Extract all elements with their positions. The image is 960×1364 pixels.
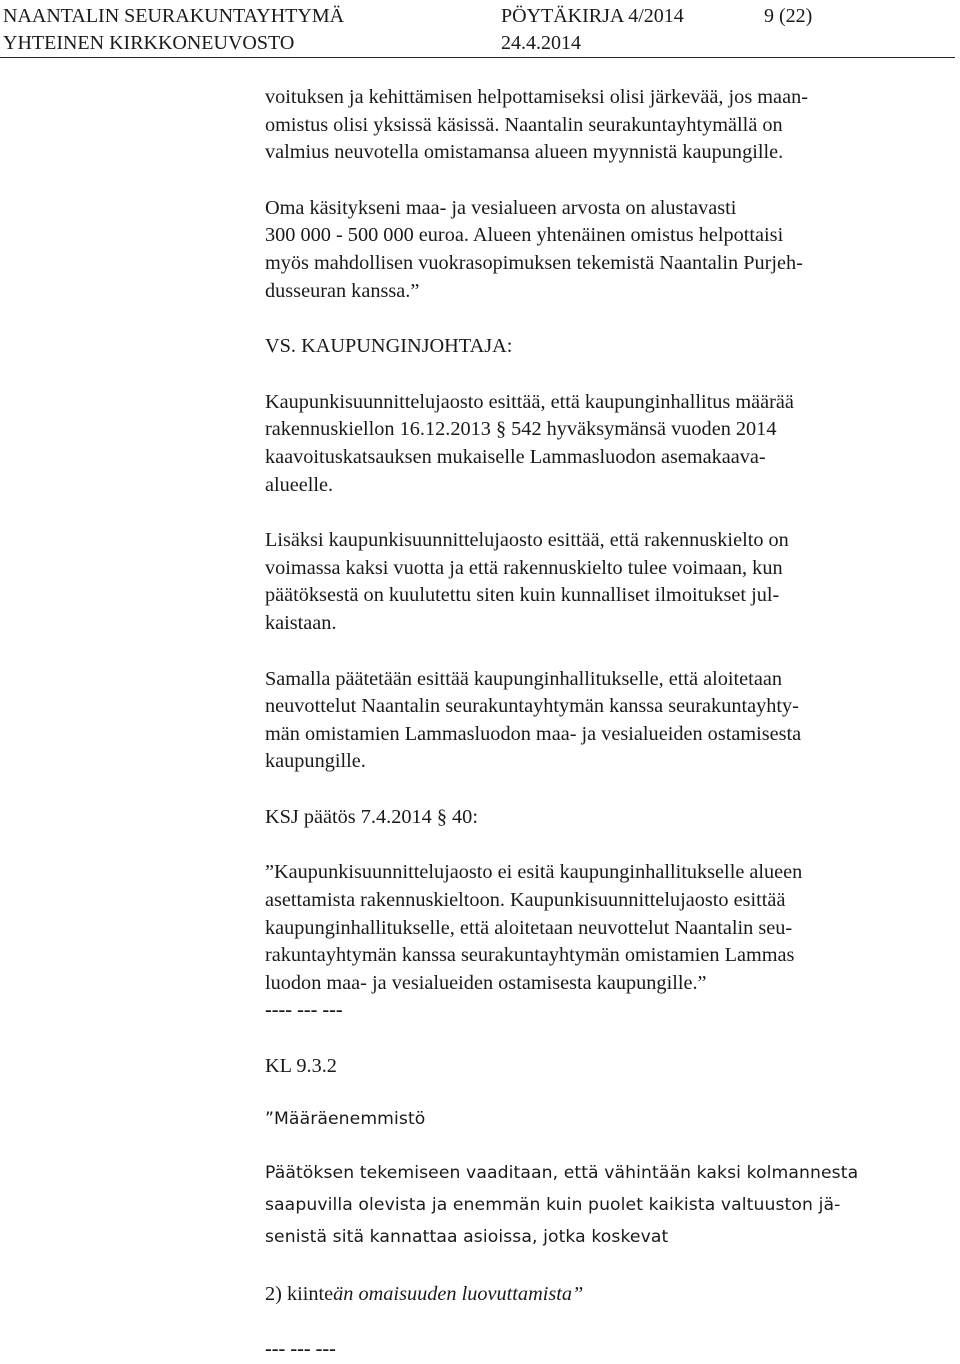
paragraph-law-text: [265, 1157, 925, 1253]
text-line: rakuntayhtymän kanssa seurakuntayhtymän omistamien Lammas: [265, 944, 795, 967]
paragraph-negotiations: [265, 666, 925, 776]
separator-line: ---- --- ---: [265, 999, 343, 1022]
paragraph-building-ban: [265, 527, 925, 637]
text-line: Kaupunkisuunnittelujaosto esittää, että kaupunginhallitus määrää: [265, 390, 794, 413]
text-line: voimassa kaksi vuotta ja että rakennuskielto tulee voimaan, kun: [265, 556, 783, 579]
header-organization: NAANTALIN SEURAKUNTAYHTYMÄ: [3, 5, 345, 27]
law-quote-heading: ”Määräenemmistö: [265, 1108, 426, 1129]
section-heading: VS. KAUPUNGINJOHTAJA:: [265, 335, 513, 358]
paragraph-proposal: [265, 389, 925, 499]
header-divider: [0, 57, 955, 58]
text-line: senistä sitä kannattaa asioissa, jotka koskevat: [265, 1226, 669, 1247]
text-line: päätöksestä on kuulutettu siten kuin kunnalliset ilmoitukset jul-: [265, 584, 780, 607]
header-date: 24.4.2014: [501, 32, 581, 54]
text-line: Samalla päätetään esittää kaupunginhallitukselle, että aloitetaan: [265, 667, 782, 690]
law-item-prefix: 2) kiinte: [265, 1282, 334, 1305]
text-line: saapuvilla olevista ja enemmän kuin puolet kaikista valtuuston jä-: [265, 1194, 841, 1215]
page-header: [0, 0, 960, 62]
text-line: män omistamien Lammasluodon maa- ja vesialueiden ostamisesta: [265, 722, 802, 745]
document-body: [265, 84, 925, 1364]
text-line: rakennuskiellon 16.12.2013 § 542 hyväksymänsä vuoden 2014: [265, 418, 777, 441]
paragraph-land-value: [265, 195, 925, 305]
paragraph-continuation: [265, 84, 925, 167]
text-line: valmius neuvotella omistamansa alueen myynnistä kaupungille.: [265, 141, 784, 164]
text-line: neuvottelut Naantalin seurakuntayhtymän kanssa seurakuntayhty-: [265, 695, 799, 718]
header-page-number: 9 (22): [764, 5, 813, 27]
text-line: kaupunginhallitukselle, että aloitetaan neuvottelut Naantalin seu-: [265, 916, 793, 939]
law-item-italic: än omaisuuden luovuttamista”: [333, 1282, 584, 1305]
text-line: kaupungille.: [265, 750, 366, 773]
text-line: alueelle.: [265, 473, 334, 496]
text-line: ”Kaupunkisuunnittelujaosto ei esitä kaupunginhallitukselle alueen: [265, 861, 803, 884]
separator-line: --- --- ---: [265, 1338, 336, 1361]
header-body-name: YHTEINEN KIRKKONEUVOSTO: [3, 32, 295, 54]
text-line: 300 000 - 500 000 euroa. Alueen yhtenäinen omistus helpottaisi: [265, 224, 784, 247]
law-item: [265, 1281, 925, 1309]
text-line: Lisäksi kaupunkisuunnittelujaosto esittää, että rakennuskielto on: [265, 529, 789, 552]
paragraph-quoted-decision: [265, 859, 925, 997]
text-line: asettamista rakennuskieltoon. Kaupunkisuunnittelujaosto esittää: [265, 889, 786, 912]
text-line: Päätöksen tekemiseen vaaditaan, että vähintään kaksi kolmannesta: [265, 1162, 859, 1183]
text-line: dusseuran kanssa.”: [265, 279, 420, 302]
law-reference: KL 9.3.2: [265, 1055, 337, 1078]
decision-reference: KSJ päätös 7.4.2014 § 40:: [265, 805, 478, 828]
text-line: myös mahdollisen vuokrasopimuksen tekemistä Naantalin Purjeh-: [265, 251, 803, 274]
text-line: Oma käsitykseni maa- ja vesialueen arvosta on alustavasti: [265, 196, 737, 219]
text-line: luodon maa- ja vesialueiden ostamisesta kaupungille.”: [265, 971, 707, 994]
text-line: kaistaan.: [265, 611, 337, 634]
text-line: omistus olisi yksissä käsissä. Naantalin seurakuntayhtymällä on: [265, 113, 783, 136]
text-line: kaavoituskatsauksen mukaiselle Lammasluodon asemakaava-: [265, 445, 766, 468]
header-document-type: PÖYTÄKIRJA 4/2014: [501, 5, 684, 27]
text-line: voituksen ja kehittämisen helpottamiseksi olisi järkevää, jos maan-: [265, 86, 808, 108]
